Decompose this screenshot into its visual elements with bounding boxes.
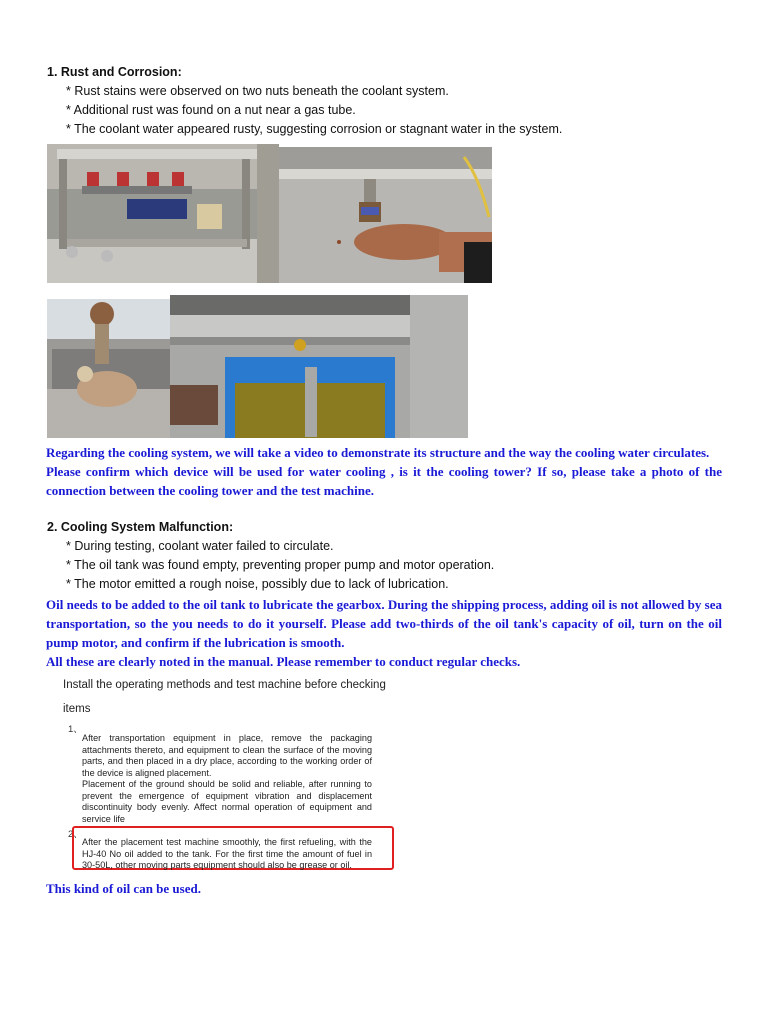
section1-bullet-1: * Rust stains were observed on two nuts beneath the coolant system. bbox=[66, 84, 449, 98]
manual-items-label: items bbox=[63, 703, 91, 715]
manual-item-2-text: After the placement test machine smoothly, the first refueling, with the HJ-40 No oil added to the tank. For the first time the amount of fuel in 30-50L, other moving parts equipment should also be grease or oil. bbox=[82, 837, 372, 870]
photo-blue-tank-rusty-water bbox=[170, 295, 468, 438]
section2-heading: 2. Cooling System Malfunction: bbox=[47, 520, 234, 534]
section2-bullet-2: * The oil tank was found empty, preventing proper pump and motor operation. bbox=[66, 558, 495, 572]
reply2-paragraph-2: All these are clearly noted in the manual. Please remember to conduct regular checks. bbox=[46, 654, 521, 669]
section1-heading: 1. Rust and Corrosion: bbox=[47, 65, 182, 79]
section1-bullet-3: * The coolant water appeared rusty, suggesting corrosion or stagnant water in the system. bbox=[66, 122, 563, 136]
manual-item-1-text-b: Placement of the ground should be solid and reliable, after running to prevent the emergence of equipment vibration and displacement discontinuity body evenly. Affect normal operation of equipment and service life bbox=[82, 779, 372, 824]
reply1-paragraph-2: Please confirm which device will be used for water cooling , is it the cooling tower? If so, please take a photo of the connection between the cooling tower and the test machine. bbox=[46, 464, 722, 498]
manual-title: Install the operating methods and test machine before checking bbox=[63, 679, 386, 691]
reply2-paragraph-1: Oil needs to be added to the oil tank to lubricate the gearbox. During the shipping process, adding oil is not allowed by sea transportation, so the you needs to do it yourself. Please add two-thirds of the oil tank's capacity of oil, turn on the oil pump motor, and confirm if the lubrication is smooth. bbox=[46, 597, 722, 650]
section1-bullet-2: * Additional rust was found on a nut near a gas tube. bbox=[66, 103, 356, 117]
photo-machine-frame-nuts bbox=[47, 144, 279, 283]
manual-item-1-text-a: After transportation equipment in place, remove the packaging attachments thereto, and equipment to clean the surface of the moving parts, and then placed in a dry place, according to the working order of the device is aligned placement. bbox=[82, 733, 372, 778]
section2-bullet-1: * During testing, coolant water failed to circulate. bbox=[66, 539, 334, 553]
manual-excerpt bbox=[60, 676, 400, 876]
manual-item-1-number: 1、 bbox=[68, 724, 83, 735]
closing-note: This kind of oil can be used. bbox=[46, 881, 201, 896]
reply-cooling-system bbox=[46, 443, 722, 500]
reply-oil-lubrication bbox=[46, 595, 722, 671]
photo-rusty-valve bbox=[47, 299, 170, 438]
photo-hand-rusty-nut bbox=[279, 147, 492, 283]
reply1-paragraph-1: Regarding the cooling system, we will take a video to demonstrate its structure and the way the cooling water circulates. bbox=[46, 445, 710, 460]
section2-bullet-3: * The motor emitted a rough noise, possibly due to lack of lubrication. bbox=[66, 577, 449, 591]
manual-item-2-number: 2、 bbox=[68, 829, 83, 840]
